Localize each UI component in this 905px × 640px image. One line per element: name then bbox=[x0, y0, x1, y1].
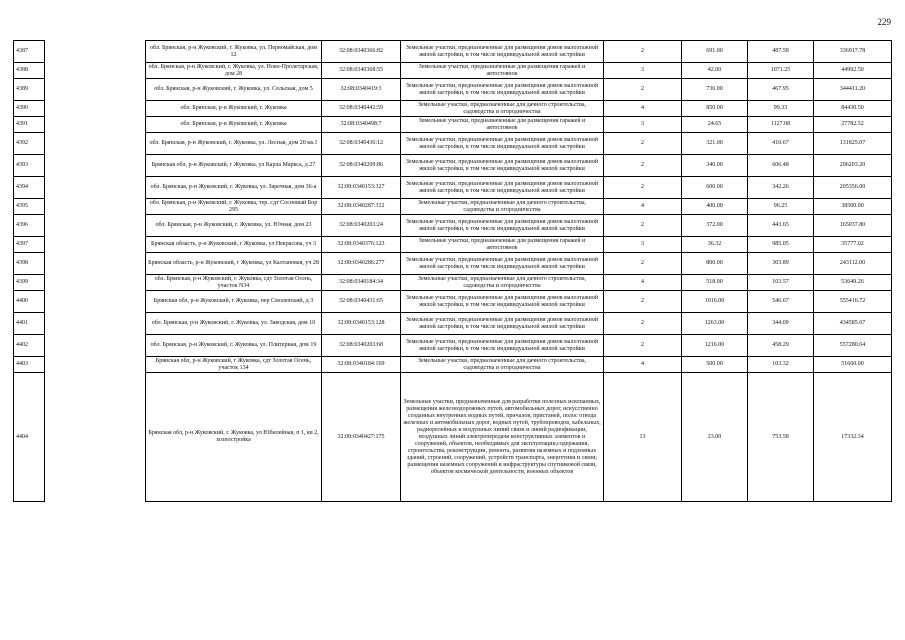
specific-value-cell: 487.58 bbox=[748, 41, 814, 63]
land-use-cell: Земельные участки, предназначенные для размещения домов малоэтажной жилой застройки, в том числе индивидуальной жилой застройки bbox=[401, 155, 604, 177]
cadastral-value-cell: 165037.80 bbox=[814, 215, 892, 237]
cadastral-number-cell: 32:08:0340431:65 bbox=[322, 291, 401, 313]
area-cell: 1263.00 bbox=[682, 313, 748, 335]
area-cell: 372.00 bbox=[682, 215, 748, 237]
row-gap bbox=[45, 101, 146, 117]
row-gap bbox=[45, 117, 146, 133]
row-number: 4391 bbox=[14, 117, 45, 133]
group-cell: 4 bbox=[604, 101, 682, 117]
cadastral-number-cell: 32:08:0340209:86 bbox=[322, 155, 401, 177]
row-gap bbox=[45, 133, 146, 155]
area-cell: 850.00 bbox=[682, 101, 748, 117]
land-use-cell: Земельные участки, предназначенные для дачного строительства, садоводства и огородничества bbox=[401, 101, 604, 117]
table-row bbox=[14, 101, 892, 117]
cadastral-number-cell: 32:08:0340184:169 bbox=[322, 357, 401, 373]
specific-value-cell: 443.65 bbox=[748, 215, 814, 237]
land-use-cell: Земельные участки, предназначенные для размещения домов малоэтажной жилой застройки, в том числе индивидуальной жилой застройки bbox=[401, 291, 604, 313]
cadastral-value-cell: 17332.34 bbox=[814, 373, 892, 502]
land-use-cell: Земельные участки, предназначенные для дачного строительства, садоводства и огородничества bbox=[401, 199, 604, 215]
address-cell: обл. Брянская, р-н Жуковский, г. Жуковка bbox=[146, 101, 322, 117]
row-gap bbox=[45, 335, 146, 357]
cadastral-value-cell: 51660.00 bbox=[814, 357, 892, 373]
address-cell: обл. Брянская, р-н Жуковский, г. Жуковка, сдт Золотая Осень, участок N34 bbox=[146, 275, 322, 291]
cadastral-value-cell: 555416.72 bbox=[814, 291, 892, 313]
land-use-cell: Земельные участки, предназначенные для размещения домов малоэтажной жилой застройки, в том числе индивидуальной жилой застройки bbox=[401, 313, 604, 335]
specific-value-cell: 344.09 bbox=[748, 313, 814, 335]
row-number: 4395 bbox=[14, 199, 45, 215]
row-gap bbox=[45, 215, 146, 237]
area-cell: 800.00 bbox=[682, 253, 748, 275]
row-number: 4394 bbox=[14, 177, 45, 199]
group-cell: 3 bbox=[604, 63, 682, 79]
row-number: 4404 bbox=[14, 373, 45, 502]
table-row bbox=[14, 237, 892, 253]
cadastral-value-cell: 434585.67 bbox=[814, 313, 892, 335]
row-gap bbox=[45, 155, 146, 177]
row-gap bbox=[45, 275, 146, 291]
land-use-cell: Земельные участки, предназначенные для размещения гаражей и автостоянок bbox=[401, 63, 604, 79]
row-number: 4398 bbox=[14, 253, 45, 275]
cadastral-value-cell: 243112.00 bbox=[814, 253, 892, 275]
row-number: 4396 bbox=[14, 215, 45, 237]
table-row bbox=[14, 155, 892, 177]
area-cell: 36.32 bbox=[682, 237, 748, 253]
area-cell: 500.00 bbox=[682, 357, 748, 373]
group-cell: 2 bbox=[604, 177, 682, 199]
address-cell: обл. Брянская, р-н Жуковский, г. Жуковка bbox=[146, 117, 322, 133]
address-cell: Брянская область, р-н Жуковский, г Жуковка, ул Некрасова, уч 3 bbox=[146, 237, 322, 253]
row-number: 4403 bbox=[14, 357, 45, 373]
table-row bbox=[14, 275, 892, 291]
address-cell: обл. Брянская, р-н Жуковский, г. Жуковка, ул. Ново-Пролетарская, дом 28 bbox=[146, 63, 322, 79]
table-row bbox=[14, 313, 892, 335]
cadastral-value-cell: 84430.50 bbox=[814, 101, 892, 117]
cadastral-number-cell: 32:08:0340419:3 bbox=[322, 79, 401, 101]
group-cell: 4 bbox=[604, 357, 682, 373]
row-gap bbox=[45, 177, 146, 199]
address-cell: обл. Брянская, р-н Жуковский, г. Жуковка, ул. Плитерная, дом 19 bbox=[146, 335, 322, 357]
row-number: 4400 bbox=[14, 291, 45, 313]
cadastral-number-cell: 32:08:0340366:82 bbox=[322, 41, 401, 63]
cadastral-number-cell: 32:08:0340153:128 bbox=[322, 313, 401, 335]
row-number: 4389 bbox=[14, 79, 45, 101]
area-cell: 340.00 bbox=[682, 155, 748, 177]
table-row bbox=[14, 335, 892, 357]
land-use-cell: Земельные участки, предназначенные для размещения гаражей и автостоянок bbox=[401, 237, 604, 253]
row-gap bbox=[45, 291, 146, 313]
row-number: 4388 bbox=[14, 63, 45, 79]
cadastral-value-cell: 27782.52 bbox=[814, 117, 892, 133]
specific-value-cell: 606.48 bbox=[748, 155, 814, 177]
table-row bbox=[14, 63, 892, 79]
cadastral-number-cell: 32:08:0340376:123 bbox=[322, 237, 401, 253]
table-row bbox=[14, 291, 892, 313]
group-cell: 2 bbox=[604, 253, 682, 275]
cadastral-number-cell: 32:08:0340153:327 bbox=[322, 177, 401, 199]
cadastral-value-cell: 131825.07 bbox=[814, 133, 892, 155]
area-cell: 23.00 bbox=[682, 373, 748, 502]
cadastral-number-cell: 32:08:0340287:312 bbox=[322, 199, 401, 215]
area-cell: 24.65 bbox=[682, 117, 748, 133]
specific-value-cell: 458.29 bbox=[748, 335, 814, 357]
specific-value-cell: 1127.08 bbox=[748, 117, 814, 133]
specific-value-cell: 103.32 bbox=[748, 357, 814, 373]
cadastral-number-cell: 32:08:0340286:277 bbox=[322, 253, 401, 275]
address-cell: обл. Брянская, р-н Жуковский, г. Жуковка, тер. сдт Сосновый Бор 295 bbox=[146, 199, 322, 215]
group-cell: 4 bbox=[604, 199, 682, 215]
cadastral-value-cell: 344411.20 bbox=[814, 79, 892, 101]
area-cell: 321.00 bbox=[682, 133, 748, 155]
address-cell: обл. Брянская, р-н Жуковский, г. Жуковка, ул. Первомайская, дом 12 bbox=[146, 41, 322, 63]
table-row bbox=[14, 117, 892, 133]
row-number: 4387 bbox=[14, 41, 45, 63]
group-cell: 2 bbox=[604, 291, 682, 313]
cadastral-value-cell: 38500.00 bbox=[814, 199, 892, 215]
cadastral-number-cell: 32:08:0340184:34 bbox=[322, 275, 401, 291]
row-gap bbox=[45, 253, 146, 275]
specific-value-cell: 467.95 bbox=[748, 79, 814, 101]
address-cell: Брянская обл, р-н Жуковский, г Жуковка, сдт Золотая Осень, участок 134 bbox=[146, 357, 322, 373]
address-cell: Брянская обл, р-н Жуковский, г. Жуковка, ул Юбилейная, п 1, кв 2, хозпостройка bbox=[146, 373, 322, 502]
specific-value-cell: 410.67 bbox=[748, 133, 814, 155]
table-row bbox=[14, 41, 892, 63]
row-gap bbox=[45, 237, 146, 253]
cadastral-value-table bbox=[13, 40, 892, 502]
land-use-cell: Земельные участки, предназначенные для дачного строительства, садоводства и огородничества bbox=[401, 275, 604, 291]
specific-value-cell: 985.05 bbox=[748, 237, 814, 253]
land-use-cell: Земельные участки, предназначенные для размещения домов малоэтажной жилой застройки, в том числе индивидуальной жилой застройки bbox=[401, 177, 604, 199]
address-cell: Брянская обл, р-н Жуковский, г Жуковка, ул Карла Маркса, д 27 bbox=[146, 155, 322, 177]
land-use-cell: Земельные участки, предназначенные для размещения домов малоэтажной жилой застройки, в том числе индивидуальной жилой застройки bbox=[401, 335, 604, 357]
row-number: 4397 bbox=[14, 237, 45, 253]
row-gap bbox=[45, 63, 146, 79]
row-number: 4390 bbox=[14, 101, 45, 117]
cadastral-value-cell: 206203.20 bbox=[814, 155, 892, 177]
cadastral-number-cell: 32:08:0340427:175 bbox=[322, 373, 401, 502]
specific-value-cell: 103.57 bbox=[748, 275, 814, 291]
cadastral-value-cell: 557280.64 bbox=[814, 335, 892, 357]
group-cell: 2 bbox=[604, 79, 682, 101]
address-cell: обл. Брянская, р-н Жуковский, г. Жуковка, ул. Заводская, дом 10 bbox=[146, 313, 322, 335]
area-cell: 42.00 bbox=[682, 63, 748, 79]
table-row bbox=[14, 177, 892, 199]
cadastral-number-cell: 32:08:0340442:59 bbox=[322, 101, 401, 117]
row-gap bbox=[45, 199, 146, 215]
specific-value-cell: 99.33 bbox=[748, 101, 814, 117]
address-cell: обл. Брянская, р-н Жуковский, г. Жуковка, ул. Лесная, дом 20 кв.1 bbox=[146, 133, 322, 155]
land-use-cell: Земельные участки, предназначенные для разработки полезных ископаемых, размещения железнодорожных путей, автомобильных дорог, искусственно созданных внутренних водных путей, причалов, пристаней, полос отвода железных и автомобильных дорог, водных путей, трубопроводов, кабельных, радиорелейных и воздушных линий связи и линий радиофикации, воздушных линий электропередачи конструктивных элементов и сооружений, объектов, необходимых для эксплуатации,содержания, строительства, реконструкции, ремонта, развития наземных и подземных зданий, строений, сооружений, устройств транспорта, энергетики и связи; размещения наземных сооружений и инфраструктуры спутниковой связи, объектов космической деятельности, военных объектов bbox=[401, 373, 604, 502]
address-cell: обл. Брянская, р-н Жуковский, г. Жуковка, ул. Заречная, дом 36-а bbox=[146, 177, 322, 199]
land-use-cell: Земельные участки, предназначенные для размещения домов малоэтажной жилой застройки, в том числе индивидуальной жилой застройки bbox=[401, 253, 604, 275]
land-use-cell: Земельные участки, предназначенные для размещения домов малоэтажной жилой застройки, в том числе индивидуальной жилой застройки bbox=[401, 215, 604, 237]
cadastral-value-cell: 53649.26 bbox=[814, 275, 892, 291]
row-gap bbox=[45, 313, 146, 335]
area-cell: 691.00 bbox=[682, 41, 748, 63]
area-cell: 1216.00 bbox=[682, 335, 748, 357]
specific-value-cell: 753.58 bbox=[748, 373, 814, 502]
specific-value-cell: 342.26 bbox=[748, 177, 814, 199]
address-cell: Брянская область, р-н Жуковский, г Жуковка, ул Калтановая, уч 28 bbox=[146, 253, 322, 275]
group-cell: 4 bbox=[604, 275, 682, 291]
row-gap bbox=[45, 357, 146, 373]
area-cell: 600.00 bbox=[682, 177, 748, 199]
cadastral-value-cell: 35777.02 bbox=[814, 237, 892, 253]
group-cell: 2 bbox=[604, 41, 682, 63]
group-cell: 2 bbox=[604, 155, 682, 177]
cadastral-value-cell: 336917.78 bbox=[814, 41, 892, 63]
cadastral-number-cell: 32:08:0340203:68 bbox=[322, 335, 401, 357]
cadastral-number-cell: 32:08:0340203:24 bbox=[322, 215, 401, 237]
group-cell: 13 bbox=[604, 373, 682, 502]
group-cell: 2 bbox=[604, 313, 682, 335]
area-cell: 1016.00 bbox=[682, 291, 748, 313]
area-cell: 518.00 bbox=[682, 275, 748, 291]
group-cell: 2 bbox=[604, 133, 682, 155]
land-use-cell: Земельные участки, предназначенные для размещения домов малоэтажной жилой застройки, в том числе индивидуальной жилой застройки bbox=[401, 79, 604, 101]
address-cell: обл. Брянская, р-н Жуковский, г. Жуковка, ул. Ючная, дом 23 bbox=[146, 215, 322, 237]
row-number: 4392 bbox=[14, 133, 45, 155]
table-row bbox=[14, 357, 892, 373]
cadastral-number-cell: 32:08:0340368:55 bbox=[322, 63, 401, 79]
table-row bbox=[14, 79, 892, 101]
group-cell: 2 bbox=[604, 335, 682, 357]
land-use-cell: Земельные участки, предназначенные для дачного строительства, садоводства и огородничества bbox=[401, 357, 604, 373]
cadastral-value-cell: 44992.50 bbox=[814, 63, 892, 79]
land-use-cell: Земельные участки, предназначенные для размещения гаражей и автостоянок bbox=[401, 117, 604, 133]
specific-value-cell: 96.25 bbox=[748, 199, 814, 215]
table-row bbox=[14, 199, 892, 215]
page-number: 229 bbox=[877, 17, 891, 27]
cadastral-value-cell: 205356.00 bbox=[814, 177, 892, 199]
table-row bbox=[14, 215, 892, 237]
specific-value-cell: 546.67 bbox=[748, 291, 814, 313]
row-number: 4393 bbox=[14, 155, 45, 177]
table-row bbox=[14, 373, 892, 502]
row-gap bbox=[45, 79, 146, 101]
area-cell: 400.00 bbox=[682, 199, 748, 215]
area-cell: 736.00 bbox=[682, 79, 748, 101]
row-gap bbox=[45, 373, 146, 502]
cadastral-number-cell: 32:08:0340498:7 bbox=[322, 117, 401, 133]
address-cell: обл. Брянская, р-н Жуковский, г. Жуковка, ул. Сельская, дом 5 bbox=[146, 79, 322, 101]
group-cell: 2 bbox=[604, 215, 682, 237]
row-gap bbox=[45, 41, 146, 63]
group-cell: 3 bbox=[604, 117, 682, 133]
row-number: 4399 bbox=[14, 275, 45, 291]
group-cell: 3 bbox=[604, 237, 682, 253]
address-cell: Брянская обл, р-н Жуковский, г Жуковка, пер Смоленский, д 3 bbox=[146, 291, 322, 313]
table-row bbox=[14, 133, 892, 155]
specific-value-cell: 1071.25 bbox=[748, 63, 814, 79]
cadastral-number-cell: 32:08:0340436:12 bbox=[322, 133, 401, 155]
land-use-cell: Земельные участки, предназначенные для размещения домов малоэтажной жилой застройки, в том числе индивидуальной жилой застройки bbox=[401, 41, 604, 63]
land-use-cell: Земельные участки, предназначенные для размещения домов малоэтажной жилой застройки, в том числе индивидуальной жилой застройки bbox=[401, 133, 604, 155]
specific-value-cell: 303.89 bbox=[748, 253, 814, 275]
row-number: 4402 bbox=[14, 335, 45, 357]
row-number: 4401 bbox=[14, 313, 45, 335]
table-row bbox=[14, 253, 892, 275]
